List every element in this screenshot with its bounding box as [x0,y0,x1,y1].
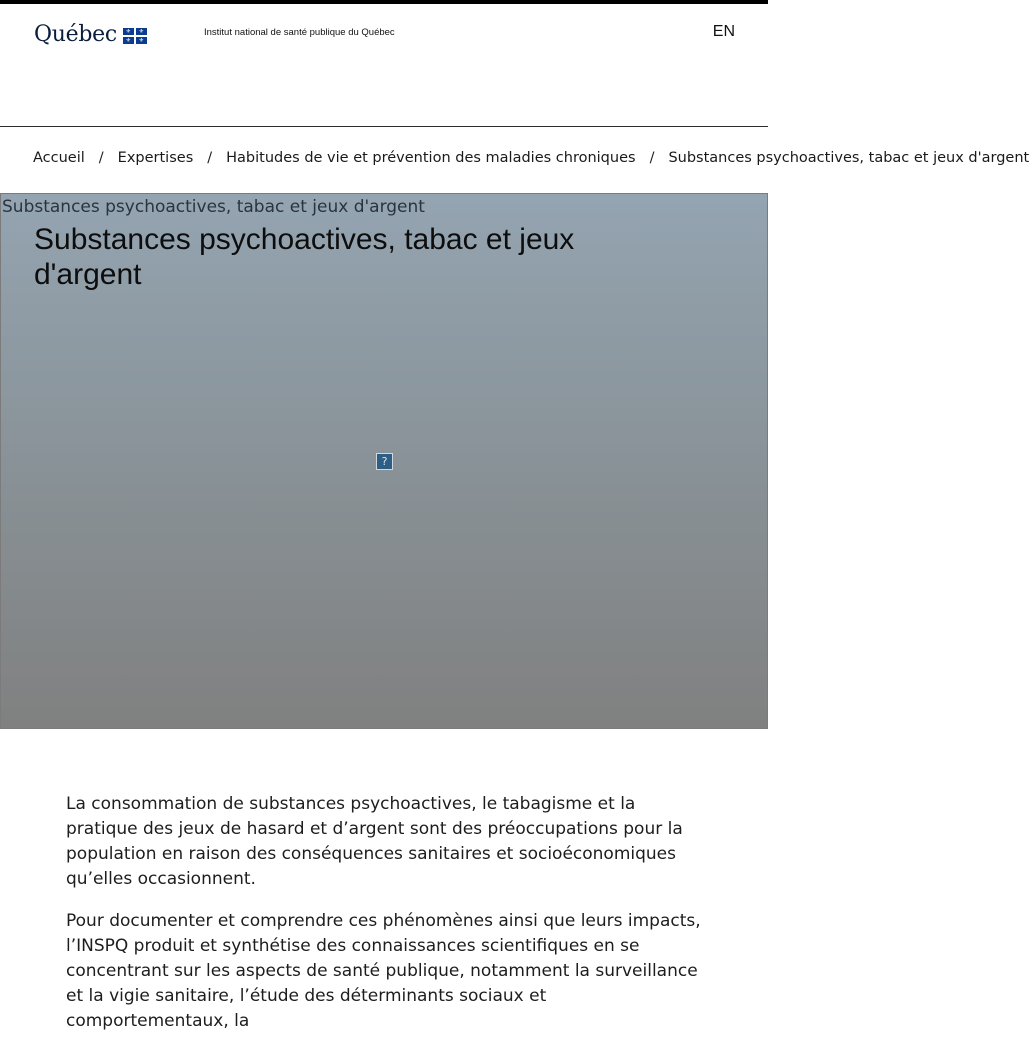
breadcrumb-separator: / [98,150,104,166]
intro-paragraph: La consommation de substances psychoactives, le tabagisme et la pratique des jeux de hasard et d’argent sont des préoccupations pour la population en raison des conséquences sanitaires et socioéconomiques qu’elles occasionnent. [66,794,683,889]
breadcrumb [33,150,1029,172]
body-paragraph: Pour documenter et comprendre ces phénomènes ainsi que leurs impacts, l’INSPQ produit et synthétise des connaissances scientifiques en se concentrant sur les aspects de santé publique, notamment la surveillance et la vigie sanitaire, l’étude des déterminants sociaux et comportementaux, la [66,911,701,1031]
breadcrumb-habitudes-de-vie[interactable]: Habitudes de vie et prévention des maladies chroniques [226,150,636,166]
breadcrumb-separator: / [649,150,655,166]
breadcrumb-separator: / [207,150,213,166]
page-title: Substances psychoactives, tabac et jeux d'argent [34,223,575,291]
breadcrumb-accueil[interactable]: Accueil [33,150,85,166]
language-toggle-link[interactable]: EN [712,23,735,40]
breadcrumb-expertises[interactable]: Expertises [117,150,194,166]
hero-banner [0,193,768,729]
fleur-de-lis-flag-icon: ⚜ ⚜ ⚜ ⚜ [123,28,147,44]
logo-text: Québec [34,22,117,47]
breadcrumb-current-page: Substances psychoactives, tabac et jeux d'argent [668,150,1029,166]
broken-image-icon: ? [376,453,393,470]
institute-name: Institut national de santé publique du Québec [204,27,395,38]
quebec-logo[interactable] [34,22,147,47]
header-divider [0,126,768,127]
site-header [0,4,768,126]
main-content [66,792,706,1051]
hero-image-alt-text: Substances psychoactives, tabac et jeux d'argent [2,197,425,217]
